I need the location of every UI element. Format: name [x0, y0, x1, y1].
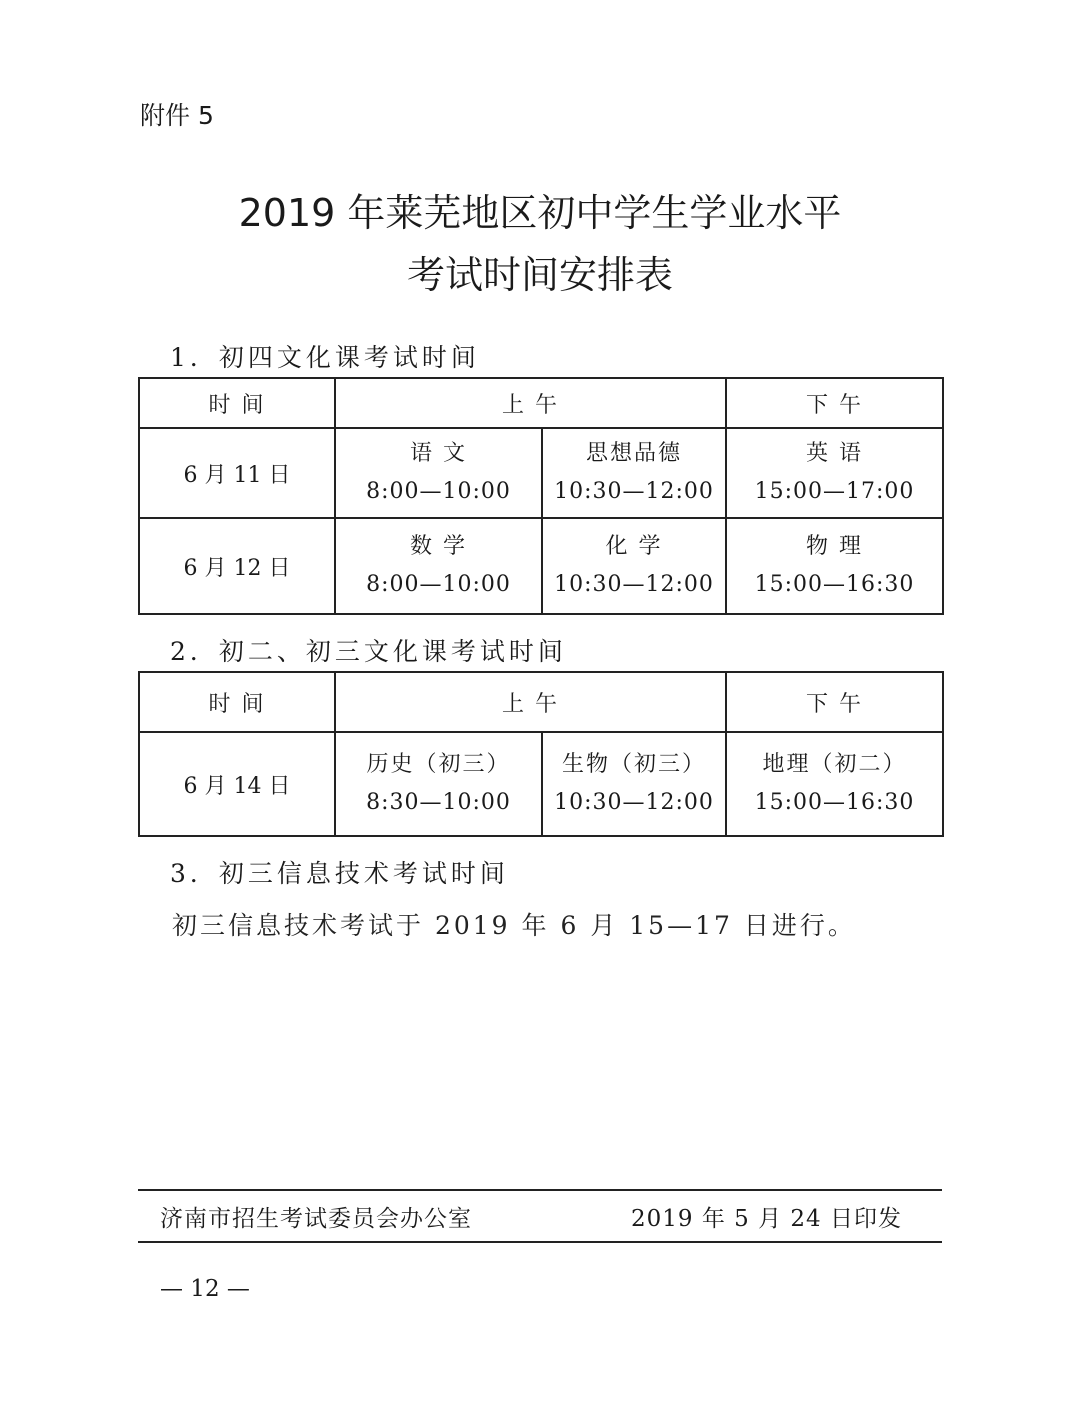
exam-cell	[726, 428, 943, 518]
table-header-row	[139, 378, 943, 428]
exam-time: 8:30—10:00	[366, 790, 511, 815]
exam-cell	[335, 732, 542, 836]
section-2-heading: 2．初二、初三文化课考试时间	[170, 637, 567, 666]
attachment-label: 附件 5	[140, 101, 214, 130]
exam-time: 15:00—17:00	[754, 479, 915, 504]
footer-rule-top	[138, 1189, 942, 1191]
header-morning: 上 午	[335, 378, 726, 428]
exam-cell	[335, 518, 542, 614]
header-time: 时 间	[139, 672, 335, 732]
exam-cell	[542, 428, 726, 518]
exam-subject: 地理（初二）	[762, 752, 907, 777]
header-afternoon: 下 午	[726, 672, 943, 732]
exam-subject: 思想品德	[585, 441, 682, 466]
exam-cell	[335, 428, 542, 518]
section-3-heading: 3．初三信息技术考试时间	[170, 859, 509, 888]
exam-subject: 历史（初三）	[366, 752, 511, 777]
issuer-name: 济南市招生考试委员会办公室	[160, 1206, 472, 1232]
exam-cell	[542, 732, 726, 836]
exam-time: 8:00—10:00	[366, 572, 511, 597]
header-morning: 上 午	[335, 672, 726, 732]
exam-cell	[726, 732, 943, 836]
table-header-row	[139, 672, 943, 732]
header-time: 时 间	[139, 378, 335, 428]
exam-time: 15:00—16:30	[754, 790, 915, 815]
table-row	[139, 732, 943, 836]
footer-rule-bottom	[138, 1241, 942, 1243]
exam-subject: 数 学	[410, 534, 467, 559]
date-cell: 6 月 11 日	[139, 428, 335, 518]
exam-cell	[726, 518, 943, 614]
exam-subject: 物 理	[806, 534, 863, 559]
exam-time: 15:00—16:30	[754, 572, 915, 597]
header-afternoon: 下 午	[726, 378, 943, 428]
exam-cell	[542, 518, 726, 614]
schedule-table-grade4	[138, 377, 944, 615]
table-row	[139, 428, 943, 518]
exam-time: 10:30—12:00	[554, 790, 714, 815]
exam-time: 10:30—12:00	[554, 572, 714, 597]
date-cell: 6 月 12 日	[139, 518, 335, 614]
exam-subject: 生物（初三）	[561, 752, 706, 777]
date-cell: 6 月 14 日	[139, 732, 335, 836]
exam-time: 10:30—12:00	[554, 479, 714, 504]
exam-subject: 化 学	[605, 534, 663, 559]
page-title-line-1: 2019 年莱芜地区初中学生学业水平	[238, 191, 842, 235]
issue-date: 2019 年 5 月 24 日印发	[631, 1206, 902, 1232]
exam-subject: 语 文	[410, 441, 467, 466]
table-row	[139, 518, 943, 614]
section-3-text: 初三信息技术考试于 2019 年 6 月 15—17 日进行。	[172, 911, 856, 940]
section-1-heading: 1．初四文化课考试时间	[170, 343, 480, 372]
exam-time: 8:00—10:00	[366, 479, 511, 504]
schedule-table-grade2-3	[138, 671, 944, 837]
page-number: — 12 —	[160, 1276, 250, 1302]
page-title-line-2: 考试时间安排表	[406, 253, 673, 297]
exam-subject: 英 语	[806, 441, 863, 466]
